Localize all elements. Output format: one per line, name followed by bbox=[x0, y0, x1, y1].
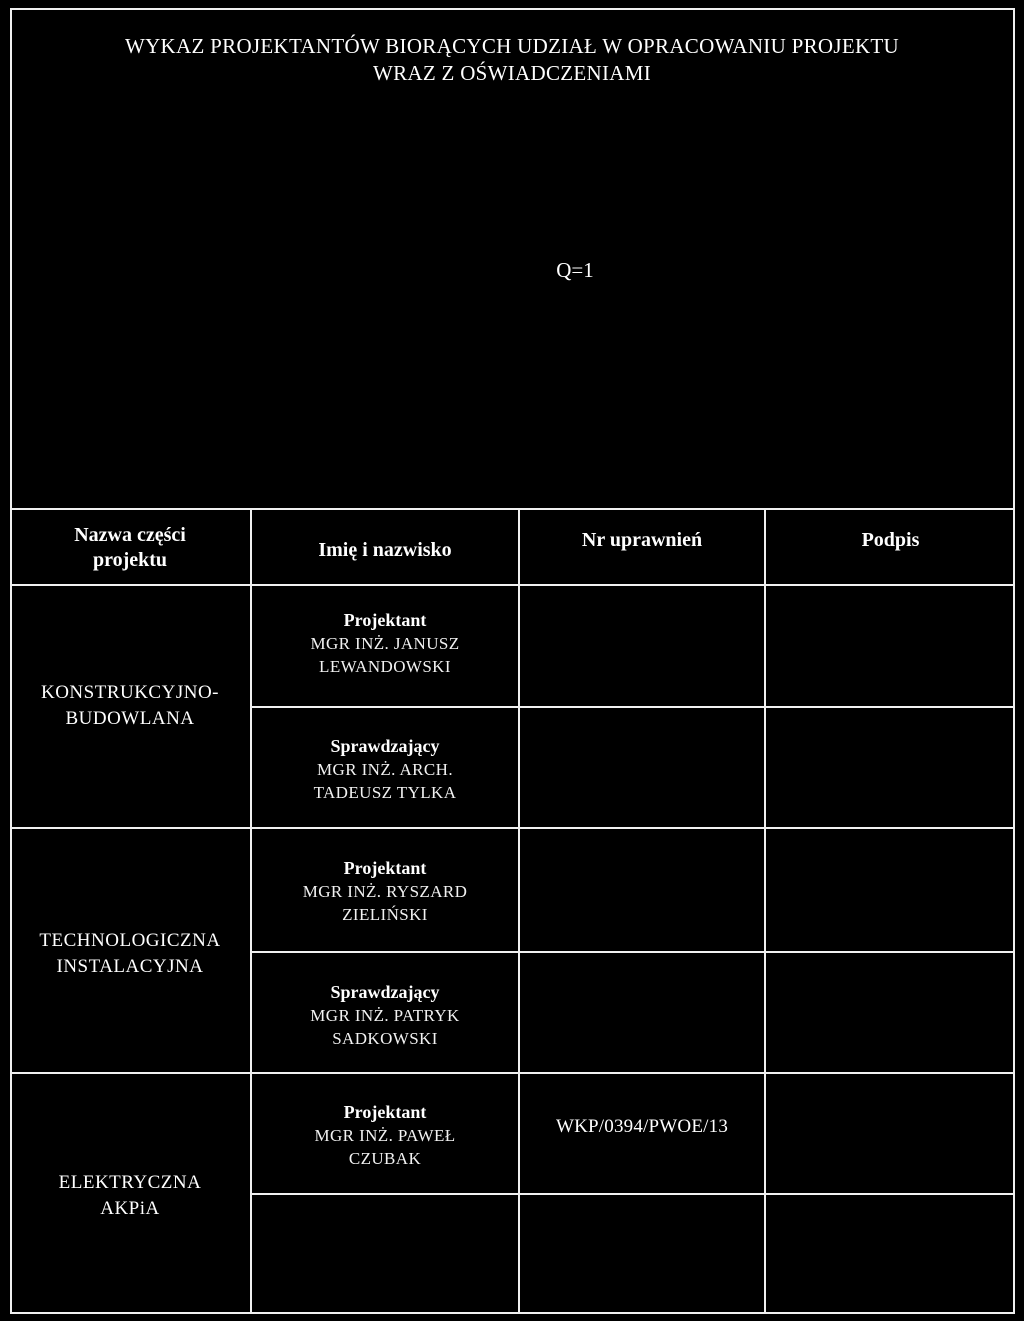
section-2-checker bbox=[252, 974, 518, 1056]
designer-role: Projektant bbox=[343, 1101, 427, 1122]
designer-role: Projektant bbox=[343, 609, 427, 630]
title-line-2: WRAZ Z OŚWIADCZENIAMI bbox=[372, 61, 652, 85]
section-3-part-text: ELEKTRYCZNA AKPiA bbox=[58, 1172, 202, 1219]
section-3-license-number: WKP/0394/PWOE/13 bbox=[555, 1116, 729, 1137]
checker-name-line1: MGR INŻ. PATRYK bbox=[310, 1005, 460, 1025]
section1-mid-border bbox=[250, 706, 1015, 708]
section-1-part-name: KONSTRUKCYJNO-BUDOWLANA bbox=[40, 682, 219, 729]
checker-name-line1: MGR INŻ. ARCH. bbox=[317, 759, 453, 779]
checker-role: Sprawdzający bbox=[330, 735, 440, 756]
q-label: Q=1 bbox=[556, 258, 594, 282]
section-2-part-name bbox=[28, 912, 232, 996]
section3-mid-border bbox=[250, 1193, 1015, 1195]
designer-name-line1: MGR INŻ. RYSZARD bbox=[302, 881, 468, 901]
col-divider-2 bbox=[518, 508, 520, 1314]
section-3-designer bbox=[252, 1094, 518, 1176]
section1-bottom-border bbox=[10, 827, 1015, 829]
section2-mid-border bbox=[250, 951, 1015, 953]
table-top-border bbox=[10, 508, 1015, 510]
header-bottom-border bbox=[10, 584, 1015, 586]
col-divider-3 bbox=[764, 508, 766, 1314]
header-part: Nazwa części projektu bbox=[74, 524, 186, 571]
document-title bbox=[0, 33, 1024, 87]
checker-name-line2: TADEUSZ TYLKA bbox=[313, 782, 457, 802]
section-2-part-text: TECHNOLOGICZNA INSTALACYJNA bbox=[39, 930, 221, 977]
header-signature: Podpis bbox=[861, 528, 920, 551]
checker-role: Sprawdzający bbox=[330, 981, 440, 1002]
designer-name-line1: MGR INŻ. PAWEŁ bbox=[314, 1125, 456, 1145]
designer-name-line1: MGR INŻ. JANUSZ bbox=[310, 633, 460, 653]
designer-name-line2: ZIELIŃSKI bbox=[342, 904, 428, 924]
section-3-part-name bbox=[28, 1164, 232, 1228]
title-line-1: WYKAZ PROJEKTANTÓW BIORĄCYCH UDZIAŁ W OPRACOWANIU PROJEKTU bbox=[124, 34, 900, 58]
designer-name-line2: CZUBAK bbox=[348, 1148, 422, 1168]
designer-role: Projektant bbox=[343, 857, 427, 878]
designer-name-line2: LEWANDOWSKI bbox=[319, 656, 451, 676]
section-1-designer bbox=[252, 602, 518, 684]
checker-name-line2: SADKOWSKI bbox=[332, 1028, 438, 1048]
section-2-designer bbox=[252, 850, 518, 932]
section-1-checker bbox=[252, 728, 518, 810]
header-license: Nr uprawnień bbox=[581, 528, 703, 551]
section2-bottom-border bbox=[10, 1072, 1015, 1074]
header-name: Imię i nazwisko bbox=[318, 538, 452, 561]
